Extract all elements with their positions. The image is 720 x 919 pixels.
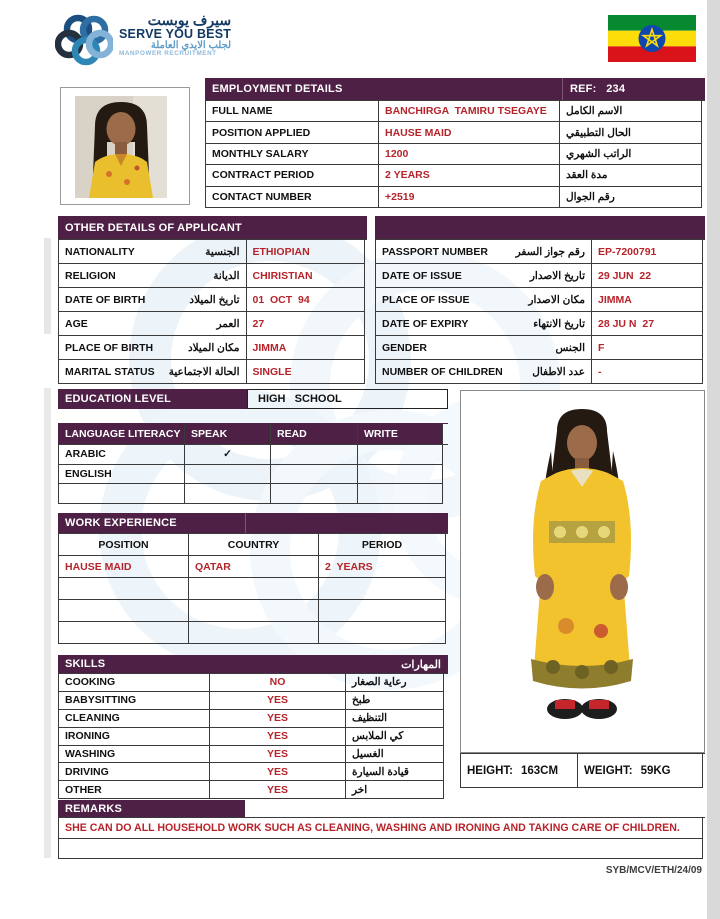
scan-edge [44, 238, 51, 334]
position-cell [59, 578, 189, 600]
field-label: PASSPORT NUMBER رقم جواز السفر [376, 240, 592, 264]
fullbody-photo-image [461, 391, 704, 752]
skill-arabic: قيادة السيارة [346, 763, 444, 781]
field-label: NATIONALITY الجنسية [59, 240, 247, 264]
skill-arabic: الغسيل [346, 746, 444, 764]
field-value: HAUSE MAID [379, 122, 560, 143]
remarks-empty-row [59, 839, 703, 860]
logo-title: SERVE YOU BEST [119, 26, 232, 41]
skill-name: IRONING [59, 728, 210, 746]
field-value: +2519 [379, 187, 560, 208]
weight-field: WEIGHT: 59KG [578, 754, 703, 788]
other-details-title-right [375, 216, 705, 239]
skill-name: COOKING [59, 674, 210, 692]
field-label: GENDER الجنس [376, 336, 592, 360]
read-cell [271, 445, 358, 465]
other-details-title: OTHER DETAILS OF APPLICANT [58, 216, 367, 239]
skill-value: YES [210, 763, 346, 781]
field-value: JIMMA [592, 288, 703, 312]
column-header: WRITE [358, 424, 443, 445]
field-value: 27 [247, 312, 366, 336]
column-header: POSITION [59, 534, 189, 556]
period-cell [319, 622, 446, 644]
logo-subtitle: MANPOWER RECRUITMENT [119, 50, 217, 58]
country-cell [189, 600, 319, 622]
remarks-text: SHE CAN DO ALL HOUSEHOLD WORK SUCH AS CLEANING, WASHING AND IRONING AND TAKING CARE OF CHILDREN. [59, 818, 703, 839]
field-value: BANCHIRGA TAMIRU TSEGAYE [379, 101, 560, 122]
skill-name: CLEANING [59, 710, 210, 728]
field-label: FULL NAME [206, 101, 379, 122]
column-header: COUNTRY [189, 534, 319, 556]
employment-details-table [205, 100, 705, 208]
period-cell: 2 YEARS [319, 556, 446, 578]
other-details-right-table [375, 239, 705, 384]
document-reference-code: SYB/MCV/ETH/24/09 [605, 865, 702, 876]
skill-name: OTHER [59, 781, 210, 799]
field-label: PLACE OF ISSUE مكان الاصدار [376, 288, 592, 312]
language-literacy-header [58, 423, 448, 445]
write-cell [358, 465, 443, 485]
portrait-photo-image [75, 96, 167, 198]
skill-arabic: رعاية الصغار [346, 674, 444, 692]
skill-name: DRIVING [59, 763, 210, 781]
applicant-portrait-photo [60, 87, 190, 205]
other-details-left-table [58, 239, 367, 384]
employment-details-title: EMPLOYMENT DETAILS [205, 78, 562, 100]
field-value: 28 JU N 27 [592, 312, 703, 336]
read-cell [271, 484, 358, 504]
field-label: NUMBER OF CHILDREN عدد الاطفال [376, 360, 592, 384]
field-value: F [592, 336, 703, 360]
work-experience-title-spacer [245, 513, 448, 533]
read-cell [271, 465, 358, 485]
language-literacy-table [58, 444, 448, 504]
remarks-box [58, 817, 705, 859]
skill-value: YES [210, 710, 346, 728]
field-label: DATE OF ISSUE تاريخ الاصدار [376, 264, 592, 288]
ethiopia-flag-icon [608, 15, 696, 62]
column-header: SPEAK [185, 424, 271, 445]
skill-value: YES [210, 746, 346, 764]
field-label: CONTACT NUMBER [206, 187, 379, 208]
column-header: PERIOD [319, 534, 446, 556]
work-experience-title: WORK EXPERIENCE [58, 513, 245, 533]
field-value: 1200 [379, 144, 560, 165]
skills-header [58, 655, 448, 673]
skill-arabic: كي الملابس [346, 728, 444, 746]
skill-value: YES [210, 728, 346, 746]
field-value: ETHIOPIAN [247, 240, 366, 264]
field-arabic-label: الراتب الشهري [560, 144, 702, 165]
logo-arabic-title: سيرف يوبست [147, 12, 232, 28]
logo-arabic-subtitle: لجلب الايدي العاملة [150, 39, 232, 51]
position-cell [59, 622, 189, 644]
field-label: DATE OF EXPIRY تاريخ الانتهاء [376, 312, 592, 336]
work-experience-table [58, 533, 448, 644]
skill-name: WASHING [59, 746, 210, 764]
field-value: - [592, 360, 703, 384]
education-level-value: HIGH SCHOOL [247, 389, 448, 409]
field-label: AGE العمر [59, 312, 247, 336]
applicant-fullbody-photo [460, 390, 705, 753]
language-name: ENGLISH [59, 465, 185, 485]
skill-arabic: اخر [346, 781, 444, 799]
field-label: MONTHLY SALARY [206, 144, 379, 165]
skill-value: YES [210, 692, 346, 710]
speak-checkmark: ✓ [185, 445, 271, 465]
column-header: LANGUAGE LITERACY [59, 424, 185, 445]
period-cell [319, 600, 446, 622]
agency-logo [55, 13, 231, 69]
field-value: 01 OCT 94 [247, 288, 366, 312]
remarks-title: REMARKS [58, 800, 245, 817]
speak-cell [185, 484, 271, 504]
scan-edge [707, 0, 720, 919]
field-label: DATE OF BIRTH تاريخ الميلاد [59, 288, 247, 312]
height-weight-panel [460, 753, 705, 788]
field-value: CHIRISTIAN [247, 264, 366, 288]
field-label: CONTRACT PERIOD [206, 165, 379, 186]
field-value: EP-7200791 [592, 240, 703, 264]
speak-cell [185, 465, 271, 485]
field-arabic-label: رقم الجوال [560, 187, 702, 208]
height-field: HEIGHT: 163CM [461, 754, 578, 788]
position-cell: HAUSE MAID [59, 556, 189, 578]
write-cell [358, 445, 443, 465]
write-cell [358, 484, 443, 504]
field-label: RELIGION الديانة [59, 264, 247, 288]
skills-table [58, 673, 448, 799]
field-value: 2 YEARS [379, 165, 560, 186]
employment-details-header [205, 78, 705, 100]
skill-value: NO [210, 674, 346, 692]
country-cell [189, 622, 319, 644]
scan-edge [44, 388, 51, 858]
field-label: MARITAL STATUS الحالة الاجتماعية [59, 360, 247, 384]
ref-number: REF: 234 [562, 78, 705, 100]
field-arabic-label: الحال التطبيقي [560, 122, 702, 143]
column-header: READ [271, 424, 358, 445]
language-name: ARABIC [59, 445, 185, 465]
field-arabic-label: الاسم الكامل [560, 101, 702, 122]
period-cell [319, 578, 446, 600]
country-cell [189, 578, 319, 600]
country-cell: QATAR [189, 556, 319, 578]
field-value: JIMMA [247, 336, 366, 360]
language-name [59, 484, 185, 504]
field-arabic-label: مدة العقد [560, 165, 702, 186]
field-value: SINGLE [247, 360, 366, 384]
education-level-title: EDUCATION LEVEL [58, 389, 247, 409]
skill-value: YES [210, 781, 346, 799]
skill-arabic: طبخ [346, 692, 444, 710]
agency-logo-icon [55, 13, 113, 69]
skills-title-arabic: المهارات [401, 658, 441, 671]
position-cell [59, 600, 189, 622]
field-value: 29 JUN 22 [592, 264, 703, 288]
field-label: PLACE OF BIRTH مكان الميلاد [59, 336, 247, 360]
skills-title: SKILLS [65, 658, 106, 670]
work-experience-header [58, 513, 448, 533]
skill-arabic: التنظيف [346, 710, 444, 728]
field-label: POSITION APPLIED [206, 122, 379, 143]
skill-name: BABYSITTING [59, 692, 210, 710]
